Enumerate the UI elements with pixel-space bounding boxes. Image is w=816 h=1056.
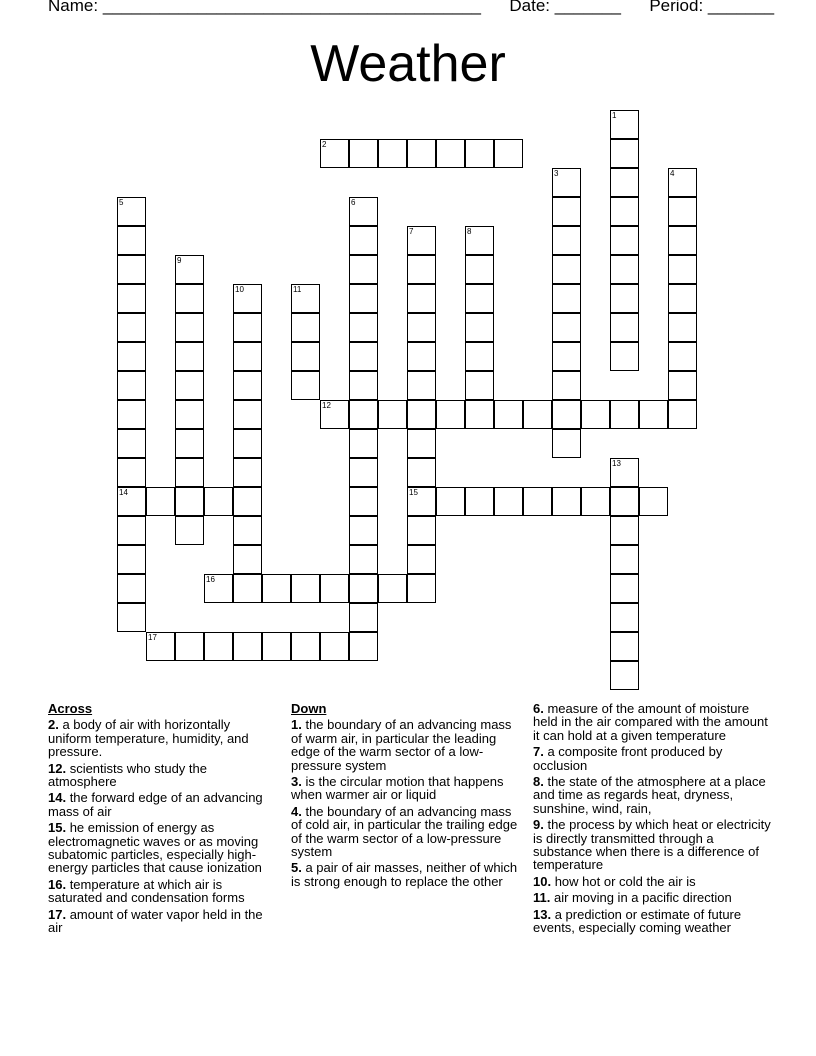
grid-cell[interactable] [407,255,436,284]
grid-cell[interactable] [349,197,378,226]
clue-number-4: 4 [670,169,675,178]
grid-cell[interactable] [117,400,146,429]
clue-item: 15. he emission of energy as electromagnetic waves or as moving subatomic particles, especially high-energy particles that cause ionization [48,820,262,876]
clue-item: 16. temperature at which air is saturated and condensation forms [48,876,245,906]
grid-cell[interactable] [552,342,581,371]
grid-cell[interactable] [407,429,436,458]
grid-cell[interactable] [610,342,639,371]
grid-cell[interactable] [610,284,639,313]
grid-cell[interactable] [378,139,407,168]
grid-cell[interactable] [175,255,204,284]
clue-item: 7. a composite front produced by occlusion [533,744,723,773]
grid-cell[interactable] [610,632,639,661]
grid-cell[interactable] [668,226,697,255]
grid-cell[interactable] [465,371,494,400]
date-line[interactable]: _______ [554,0,621,15]
grid-cell[interactable] [610,458,639,487]
grid-cell[interactable] [175,371,204,400]
grid-cell[interactable] [175,516,204,545]
grid-cell[interactable] [262,632,291,661]
grid-cell[interactable] [291,632,320,661]
clue-item: 11. air moving in a pacific direction [533,890,732,906]
grid-cell[interactable] [552,400,581,429]
grid-cell[interactable] [175,313,204,342]
clue-item: 10. how hot or cold the air is [533,873,696,889]
grid-cell[interactable] [494,487,523,516]
grid-cell[interactable] [117,342,146,371]
grid-cell[interactable] [668,342,697,371]
period-label: Period: [649,0,704,15]
clue-item: 13. a prediction or estimate of future events, especially coming weather [533,906,742,936]
clue-number-2: 2 [322,140,327,149]
grid-cell[interactable] [117,284,146,313]
grid-cell[interactable] [407,400,436,429]
grid-cell[interactable] [407,516,436,545]
grid-cell[interactable] [349,429,378,458]
grid-cell[interactable] [349,255,378,284]
grid-cell[interactable] [233,516,262,545]
grid-cell[interactable] [407,371,436,400]
grid-cell[interactable] [233,458,262,487]
grid-cell[interactable] [349,487,378,516]
grid-cell[interactable] [320,632,349,661]
grid-cell[interactable] [117,574,146,603]
grid-cell[interactable] [175,632,204,661]
across-heading: Across [48,701,93,716]
clue-item: 9. the process by which heat or electricity is directly transmitted through a substance when there is a difference of temperature [533,817,771,873]
grid-cell[interactable] [610,487,639,516]
grid-cell[interactable] [378,400,407,429]
clue-item: 14. the forward edge of an advancing mass of air [48,790,263,819]
grid-cell[interactable] [146,487,175,516]
clue-number-6: 6 [351,198,356,207]
grid-cell[interactable] [117,487,146,516]
grid-cell[interactable] [233,284,262,313]
grid-cell[interactable] [668,284,697,313]
grid-cell[interactable] [175,458,204,487]
grid-cell[interactable] [175,487,204,516]
grid-cell[interactable] [552,487,581,516]
grid-cell[interactable] [610,139,639,168]
grid-cell[interactable] [117,226,146,255]
grid-cell[interactable] [668,168,697,197]
grid-cell[interactable] [233,429,262,458]
grid-cell[interactable] [349,458,378,487]
grid-cell[interactable] [465,139,494,168]
grid-cell[interactable] [639,487,668,516]
grid-cell[interactable] [407,487,436,516]
clue-item: 1. the boundary of an advancing mass of warm air, in particular the leading edge of the warm sector of a low-pressure system [291,717,512,773]
grid-cell[interactable] [117,545,146,574]
grid-cell[interactable] [581,400,610,429]
grid-cell[interactable] [349,313,378,342]
grid-cell[interactable] [349,342,378,371]
grid-cell[interactable] [378,574,407,603]
grid-cell[interactable] [320,574,349,603]
grid-cell[interactable] [552,168,581,197]
grid-cell[interactable] [407,139,436,168]
clue-number-17: 17 [148,633,157,642]
grid-cell[interactable] [465,226,494,255]
grid-cell[interactable] [552,429,581,458]
grid-cell[interactable] [465,284,494,313]
grid-cell[interactable] [610,603,639,632]
grid-cell[interactable] [204,487,233,516]
grid-cell[interactable] [117,516,146,545]
clue-number-1: 1 [612,111,617,120]
grid-cell[interactable] [465,487,494,516]
period-line[interactable]: _______ [707,0,775,15]
page-title: Weather [310,35,506,93]
grid-cell[interactable] [407,342,436,371]
grid-cell[interactable] [117,255,146,284]
grid-cell[interactable] [407,284,436,313]
grid-cell[interactable] [291,342,320,371]
grid-cell[interactable] [407,574,436,603]
grid-cell[interactable] [494,400,523,429]
grid-cell[interactable] [233,574,262,603]
grid-cell[interactable] [349,139,378,168]
grid-cell[interactable] [610,661,639,690]
grid-cell[interactable] [494,139,523,168]
grid-cell[interactable] [349,371,378,400]
grid-cell[interactable] [204,632,233,661]
down-heading: Down [291,701,327,716]
grid-cell[interactable] [320,400,349,429]
grid-cell[interactable] [668,197,697,226]
grid-cell[interactable] [668,371,697,400]
grid-cell[interactable] [436,139,465,168]
grid-cell[interactable] [523,400,552,429]
grid-cell[interactable] [233,545,262,574]
grid-cell[interactable] [610,226,639,255]
grid-cell[interactable] [523,487,552,516]
name-label: Name: [48,0,99,15]
grid-cell[interactable] [668,400,697,429]
grid-cell[interactable] [291,574,320,603]
grid-cell[interactable] [610,255,639,284]
down-clues-col1 [291,702,523,891]
grid-cell[interactable] [436,487,465,516]
grid-cell[interactable] [552,255,581,284]
clue-item: 2. a body of air with horizontally uniform temperature, humidity, and pressure. [48,717,249,760]
grid-cell[interactable] [465,342,494,371]
grid-cell[interactable] [117,603,146,632]
clue-item: 12. scientists who study the atmosphere [48,760,207,790]
grid-cell[interactable] [117,458,146,487]
across-clues [48,702,273,938]
clue-item: 8. the state of the atmosphere at a place and time as regards heat, dryness, sunshine, wind, rain, [533,774,766,816]
grid-cell[interactable] [291,313,320,342]
grid-cell[interactable] [407,458,436,487]
grid-cell[interactable] [639,400,668,429]
grid-cell[interactable] [610,574,639,603]
grid-cell[interactable] [407,226,436,255]
clue-number-12: 12 [322,401,331,410]
grid-cell[interactable] [349,574,378,603]
grid-cell[interactable] [233,313,262,342]
clue-number-11: 11 [293,285,302,294]
clue-number-14: 14 [119,488,128,497]
clue-number-15: 15 [409,488,418,497]
grid-cell[interactable] [175,342,204,371]
clue-number-9: 9 [177,256,182,265]
clue-number-8: 8 [467,227,472,236]
grid-cell[interactable] [407,545,436,574]
grid-cell[interactable] [233,632,262,661]
clue-number-3: 3 [554,169,559,178]
clue-number-10: 10 [235,285,244,294]
grid-cell[interactable] [465,400,494,429]
grid-cell[interactable] [349,603,378,632]
grid-cell[interactable] [552,284,581,313]
grid-cell[interactable] [552,371,581,400]
grid-cell[interactable] [610,516,639,545]
grid-cell[interactable] [233,371,262,400]
grid-cell[interactable] [233,342,262,371]
grid-cell[interactable] [610,313,639,342]
clue-number-5: 5 [119,198,124,207]
clue-item: 17. amount of water vapor held in the air [48,906,263,936]
grid-cell[interactable] [610,400,639,429]
clue-number-16: 16 [206,575,215,584]
grid-cell[interactable] [610,168,639,197]
grid-cell[interactable] [552,226,581,255]
grid-cell[interactable] [407,313,436,342]
grid-cell[interactable] [117,371,146,400]
name-line[interactable]: ________________________________________ [102,0,481,15]
grid-cell[interactable] [465,313,494,342]
clue-item: 3. is the circular motion that happens when warmer air or liquid [291,774,504,803]
grid-cell[interactable] [552,197,581,226]
grid-cell[interactable] [291,371,320,400]
grid-cell[interactable] [668,255,697,284]
grid-cell[interactable] [581,487,610,516]
clue-item: 6. measure of the amount of moisture held in the air compared with the amount it can hold at a given temperature [533,701,768,743]
grid-cell[interactable] [436,400,465,429]
grid-cell[interactable] [233,487,262,516]
grid-cell[interactable] [117,429,146,458]
grid-cell[interactable] [349,226,378,255]
grid-cell[interactable] [262,574,291,603]
down-clues-col2 [533,702,773,938]
date-label: Date: [509,0,551,15]
grid-cell[interactable] [204,574,233,603]
grid-cell[interactable] [175,284,204,313]
grid-cell[interactable] [175,429,204,458]
grid-cell[interactable] [117,197,146,226]
grid-cell[interactable] [349,284,378,313]
grid-cell[interactable] [349,516,378,545]
clue-number-13: 13 [612,459,621,468]
clue-item: 5. a pair of air masses, neither of which is strong enough to replace the other [291,860,518,889]
grid-cell[interactable] [552,313,581,342]
grid-cell[interactable] [465,255,494,284]
grid-cell[interactable] [349,400,378,429]
grid-cell[interactable] [610,545,639,574]
grid-cell[interactable] [320,139,349,168]
clue-number-7: 7 [409,227,414,236]
clue-item: 4. the boundary of an advancing mass of cold air, in particular the trailing edge of the warm sector of a low-pressure system [291,803,518,860]
grid-cell[interactable] [610,110,639,139]
grid-cell[interactable] [146,632,175,661]
grid-cell[interactable] [349,632,378,661]
grid-cell[interactable] [291,284,320,313]
grid-cell[interactable] [610,197,639,226]
grid-cell[interactable] [175,400,204,429]
grid-cell[interactable] [233,400,262,429]
grid-cell[interactable] [117,313,146,342]
grid-cell[interactable] [349,545,378,574]
grid-cell[interactable] [668,313,697,342]
